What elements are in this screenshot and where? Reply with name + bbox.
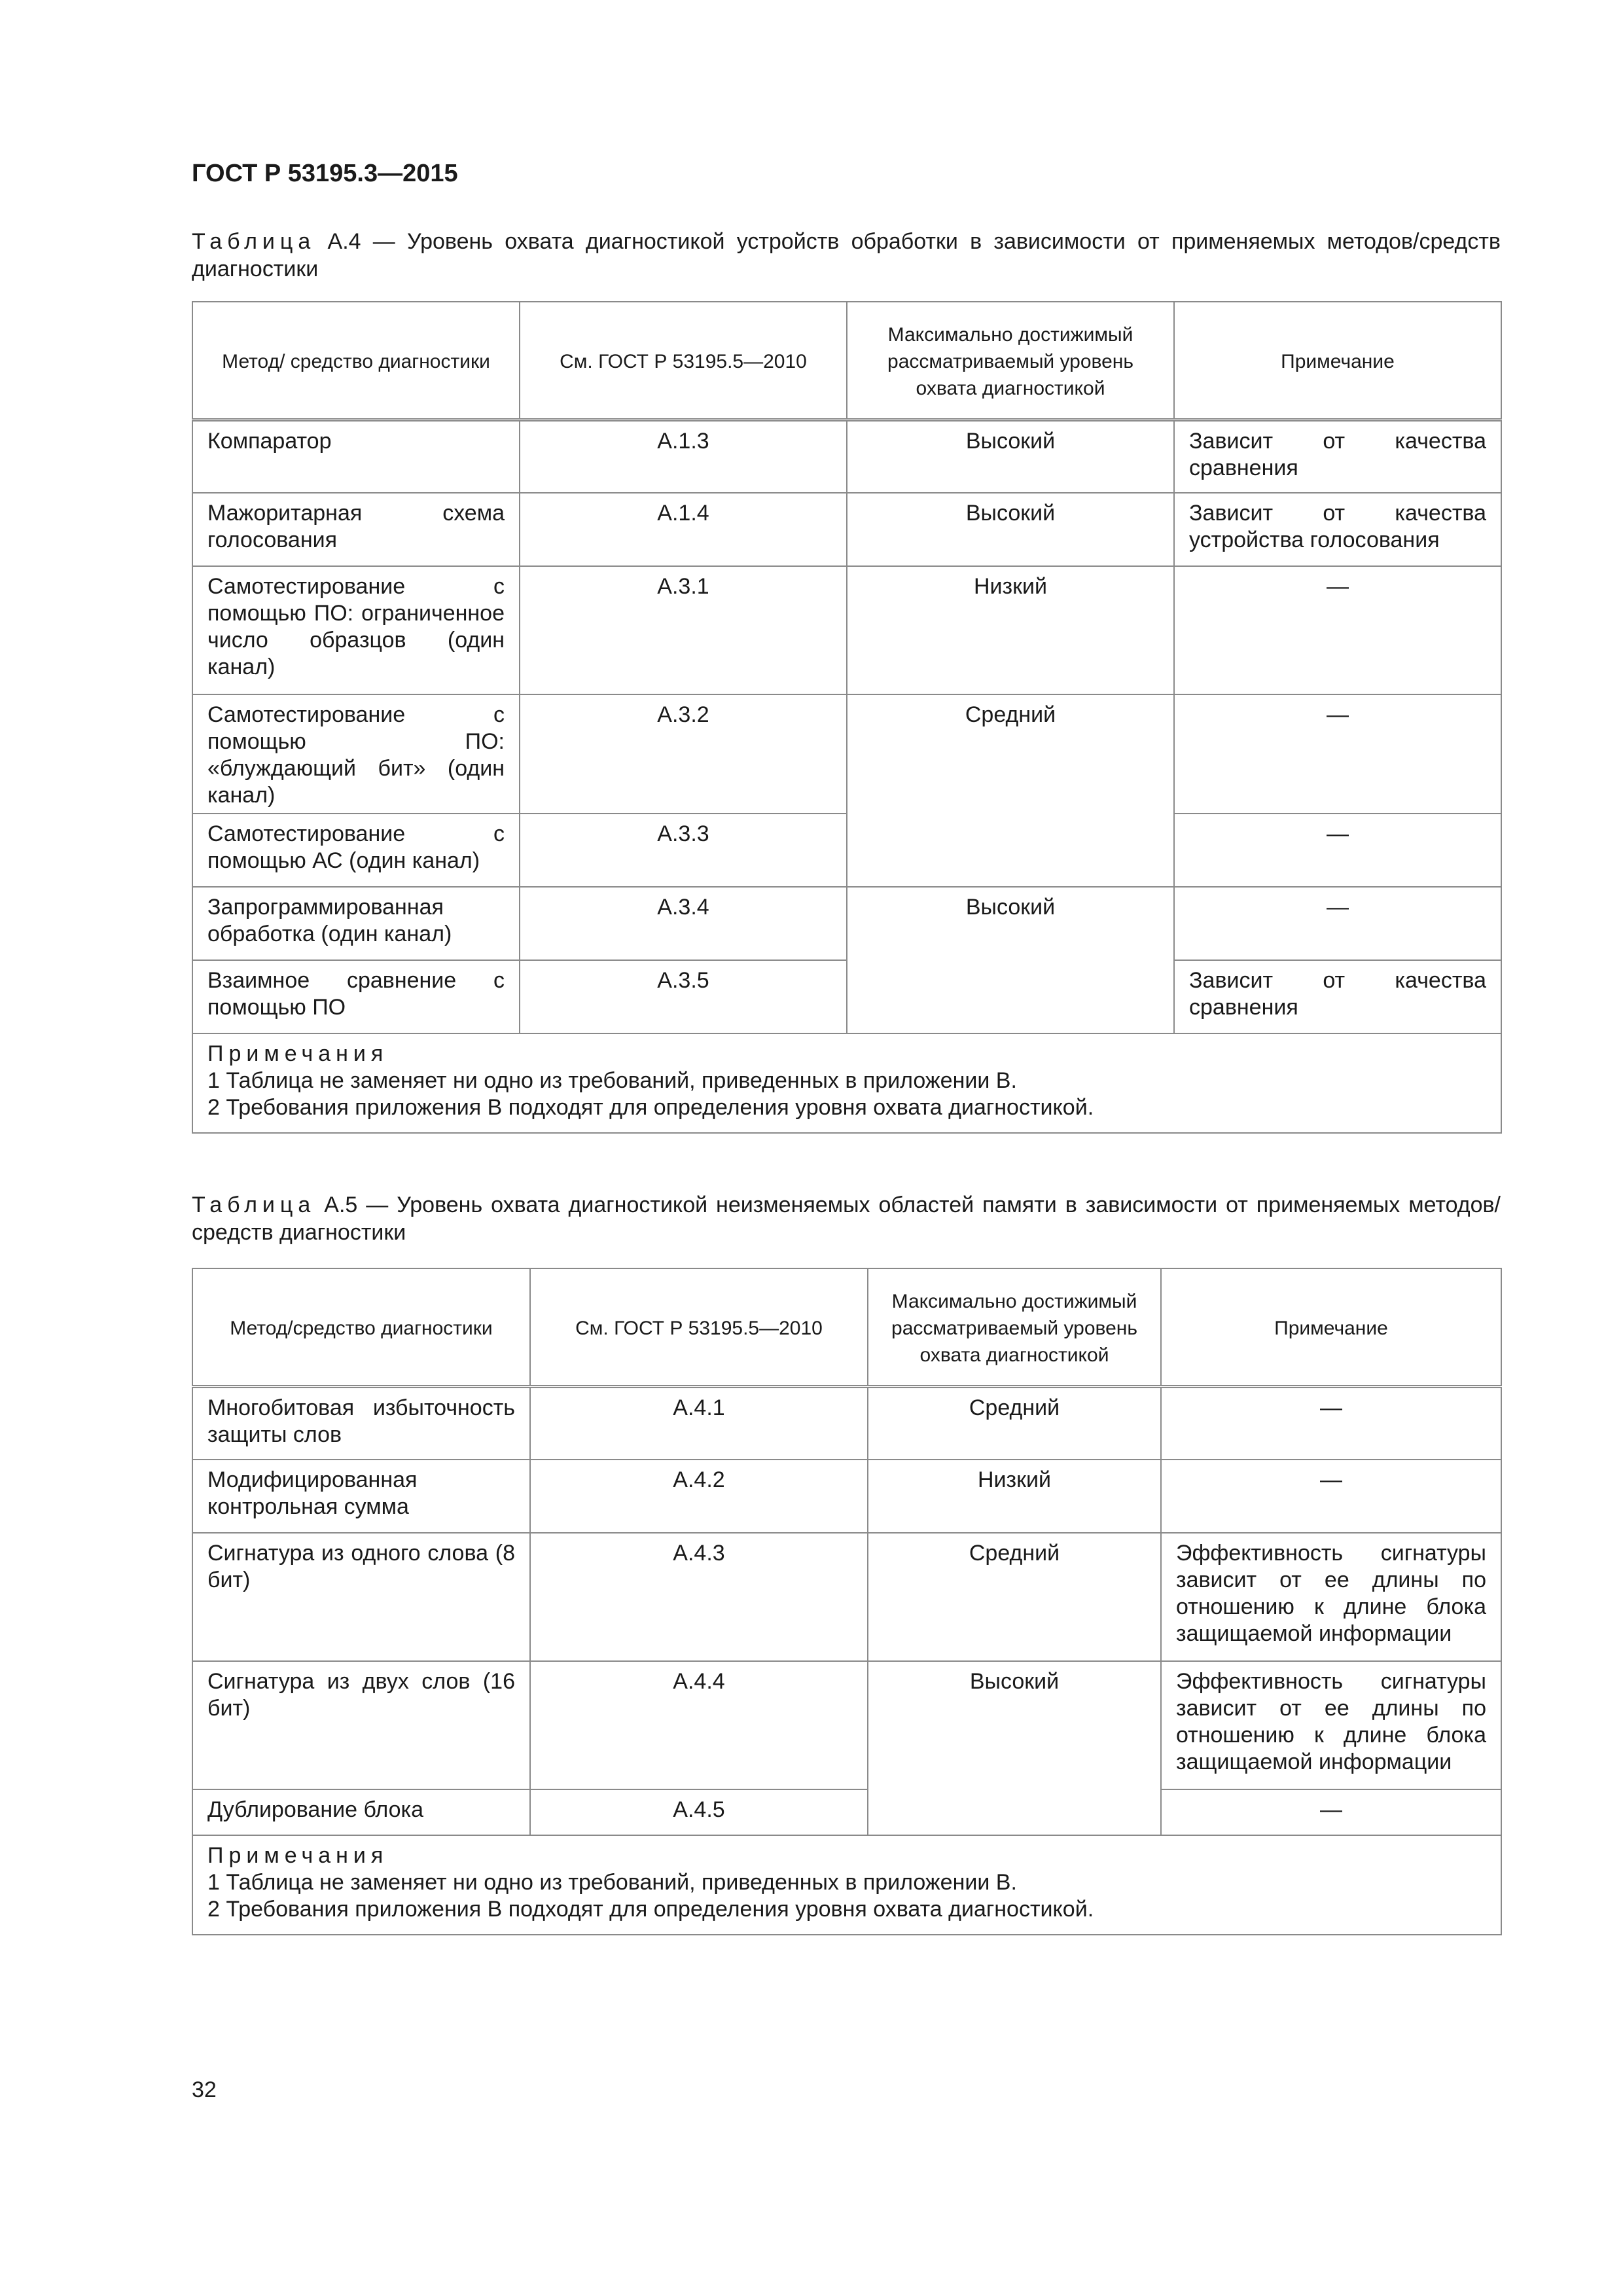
note-cell: —: [1174, 814, 1501, 887]
level-cell-merged: Средний: [847, 694, 1174, 887]
notes-title: Примечания: [207, 1041, 389, 1066]
level-cell-merged: Высокий: [847, 887, 1174, 1033]
table-row: [192, 1460, 1501, 1533]
method-cell: Многобитовая избыточность защиты слов: [192, 1386, 530, 1460]
note-cell: Эффективность сигнатуры зависит от ее длины по отношению к длине блока защищаемой информации: [1161, 1661, 1501, 1789]
method-cell: Самотестирование с помощью АС (один канал): [192, 814, 520, 887]
note-cell: —: [1174, 566, 1501, 694]
ref-cell: А.4.2: [530, 1460, 868, 1533]
table-a5-col-note: Примечание: [1161, 1268, 1501, 1386]
note-cell: Зависит от качества сравнения: [1174, 960, 1501, 1033]
table-a4-col-note: Примечание: [1174, 302, 1501, 420]
level-cell: Средний: [868, 1533, 1161, 1661]
method-cell: Сигнатура из одного слова (8 бит): [192, 1533, 530, 1661]
table-a5-notes-row: [192, 1835, 1501, 1935]
table-row: [192, 1386, 1501, 1460]
table-row: [192, 887, 1501, 960]
table-a4-col-ref: См. ГОСТ Р 53195.5—2010: [520, 302, 847, 420]
table-a4-notes: [192, 1033, 1501, 1133]
ref-cell: А.4.3: [530, 1533, 868, 1661]
note-cell: Зависит от качества сравнения: [1174, 420, 1501, 493]
table-a5-col-level: Максимально достижимый рассматриваемый уровень охвата диагностикой: [868, 1268, 1161, 1386]
table-a5-caption: [192, 1191, 1501, 1246]
method-cell: Сигнатура из двух слов (16 бит): [192, 1661, 530, 1789]
method-cell: Мажоритарная схема голосования: [192, 493, 520, 566]
table-a4-col-level: Максимально достижимый рассматриваемый уровень охвата диагностикой: [847, 302, 1174, 420]
note-cell: —: [1161, 1460, 1501, 1533]
table-a5-caption-label: Таблица: [192, 1193, 316, 1217]
ref-cell: А.3.1: [520, 566, 847, 694]
note-line: 1 Таблица не заменяет ни одно из требований, приведенных в приложении В.: [207, 1068, 1017, 1093]
note-line: 1 Таблица не заменяет ни одно из требований, приведенных в приложении В.: [207, 1870, 1017, 1895]
method-cell: Самотестирование с помощью ПО: ограниченное число образцов (один канал): [192, 566, 520, 694]
note-cell: —: [1161, 1789, 1501, 1835]
table-a4-notes-row: [192, 1033, 1501, 1133]
table-row: [192, 1533, 1501, 1661]
level-cell-merged: Высокий: [868, 1661, 1161, 1835]
note-cell: Эффективность сигнатуры зависит от ее длины по отношению к длине блока защищаемой информации: [1161, 1533, 1501, 1661]
level-cell: Низкий: [847, 566, 1174, 694]
level-cell: Низкий: [868, 1460, 1161, 1533]
note-cell: —: [1174, 887, 1501, 960]
ref-cell: А.1.3: [520, 420, 847, 493]
note-line: 2 Требования приложения В подходят для определения уровня охвата диагностикой.: [207, 1095, 1094, 1120]
table-row: [192, 694, 1501, 814]
level-cell: Высокий: [847, 420, 1174, 493]
ref-cell: А.3.2: [520, 694, 847, 814]
table-row: [192, 1789, 1501, 1835]
method-cell: Взаимное сравнение с помощью ПО: [192, 960, 520, 1033]
table-a4-header-row: [192, 302, 1501, 420]
method-cell: Модифицированная контрольная сумма: [192, 1460, 530, 1533]
method-cell: Компаратор: [192, 420, 520, 493]
ref-cell: А.4.4: [530, 1661, 868, 1789]
ref-cell: А.3.4: [520, 887, 847, 960]
notes-title: Примечания: [207, 1843, 389, 1868]
table-a4-caption-label: Таблица: [192, 229, 316, 254]
table-a5-caption-text: А.5 — Уровень охвата диагностикой неизменяемых областей памяти в зависимости от применяемых методов/средств диагностики: [192, 1193, 1501, 1245]
ref-cell: А.4.5: [530, 1789, 868, 1835]
table-a4-col-method: Метод/ средство диагностики: [192, 302, 520, 420]
note-line: 2 Требования приложения В подходят для определения уровня охвата диагностикой.: [207, 1897, 1094, 1922]
ref-cell: А.3.3: [520, 814, 847, 887]
table-a5: [192, 1268, 1502, 1935]
page-number: 32: [192, 2077, 217, 2102]
method-cell: Самотестирование с помощью ПО: «блуждающий бит» (один канал): [192, 694, 520, 814]
ref-cell: А.3.5: [520, 960, 847, 1033]
table-row: [192, 1661, 1501, 1789]
note-cell: —: [1161, 1386, 1501, 1460]
level-cell: Средний: [868, 1386, 1161, 1460]
table-a5-col-ref: См. ГОСТ Р 53195.5—2010: [530, 1268, 868, 1386]
table-a4-caption-text: А.4 — Уровень охвата диагностикой устройств обработки в зависимости от применяемых методов/средств диагностики: [192, 229, 1501, 281]
table-row: [192, 493, 1501, 566]
ref-cell: А.1.4: [520, 493, 847, 566]
note-cell: Зависит от качества устройства голосования: [1174, 493, 1501, 566]
table-a4-caption: [192, 228, 1501, 283]
table-a5-header-row: [192, 1268, 1501, 1386]
level-cell: Высокий: [847, 493, 1174, 566]
table-a5-col-method: Метод/средство диагностики: [192, 1268, 530, 1386]
ref-cell: А.4.1: [530, 1386, 868, 1460]
table-row: [192, 420, 1501, 493]
method-cell: Дублирование блока: [192, 1789, 530, 1835]
document-code-header: ГОСТ Р 53195.3—2015: [192, 160, 458, 187]
method-cell: Запрограммированная обработка (один канал): [192, 887, 520, 960]
table-a5-notes: [192, 1835, 1501, 1935]
table-row: [192, 566, 1501, 694]
table-a4: [192, 301, 1502, 1134]
note-cell: —: [1174, 694, 1501, 814]
